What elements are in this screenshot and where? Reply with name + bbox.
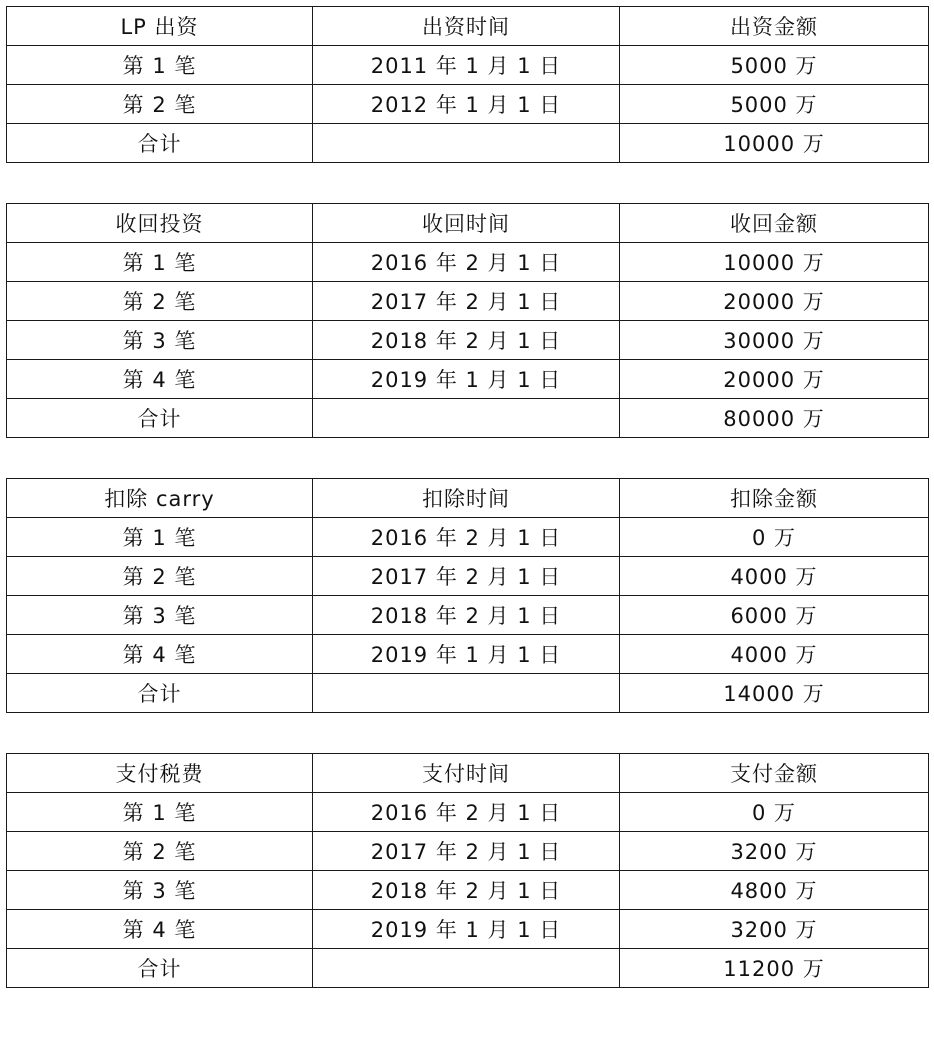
table-row — [7, 46, 929, 85]
table-cell: 合计 — [7, 399, 313, 438]
table-total-row — [7, 674, 929, 713]
table-cell: 第 4 笔 — [7, 635, 313, 674]
table-cell: 20000 万 — [620, 282, 929, 321]
table-row — [7, 557, 929, 596]
table-row — [7, 243, 929, 282]
table-total-row — [7, 949, 929, 988]
table-row — [7, 321, 929, 360]
header-cell: 收回金额 — [620, 204, 929, 243]
header-cell: 出资金额 — [620, 7, 929, 46]
table-cell: 2017 年 2 月 1 日 — [313, 832, 620, 871]
table-cell: 第 2 笔 — [7, 85, 313, 124]
table-row — [7, 282, 929, 321]
table-cell: 80000 万 — [620, 399, 929, 438]
table-cell: 2019 年 1 月 1 日 — [313, 635, 620, 674]
table-cell: 3200 万 — [620, 910, 929, 949]
table-cell: 第 3 笔 — [7, 596, 313, 635]
table-cell: 2019 年 1 月 1 日 — [313, 360, 620, 399]
table-cell: 0 万 — [620, 518, 929, 557]
table-cell: 20000 万 — [620, 360, 929, 399]
table-row — [7, 832, 929, 871]
header-cell: 扣除 carry — [7, 479, 313, 518]
table-cell: 第 4 笔 — [7, 360, 313, 399]
table-cell — [313, 674, 620, 713]
table-cell: 4000 万 — [620, 557, 929, 596]
table-cell: 2018 年 2 月 1 日 — [313, 871, 620, 910]
table-row — [7, 85, 929, 124]
table-cell: 第 2 笔 — [7, 557, 313, 596]
table-cell: 11200 万 — [620, 949, 929, 988]
tables-container — [6, 6, 928, 988]
table-cell: 合计 — [7, 124, 313, 163]
table-cell: 2017 年 2 月 1 日 — [313, 557, 620, 596]
table-cell: 第 3 笔 — [7, 871, 313, 910]
header-cell: 出资时间 — [313, 7, 620, 46]
table-row — [7, 518, 929, 557]
table-row — [7, 910, 929, 949]
table-cell: 2016 年 2 月 1 日 — [313, 793, 620, 832]
header-cell: 支付税费 — [7, 754, 313, 793]
table-cell: 2016 年 2 月 1 日 — [313, 243, 620, 282]
table-row — [7, 360, 929, 399]
table-cell: 第 1 笔 — [7, 46, 313, 85]
table-row — [7, 596, 929, 635]
table-cell: 第 1 笔 — [7, 793, 313, 832]
header-cell: 扣除金额 — [620, 479, 929, 518]
table-cell: 第 4 笔 — [7, 910, 313, 949]
table-cell — [313, 949, 620, 988]
table-cell: 10000 万 — [620, 124, 929, 163]
header-cell: 支付金额 — [620, 754, 929, 793]
table-cell: 14000 万 — [620, 674, 929, 713]
table-cell: 合计 — [7, 949, 313, 988]
table-header-row — [7, 7, 929, 46]
table-cell: 第 2 笔 — [7, 282, 313, 321]
header-cell: LP 出资 — [7, 7, 313, 46]
table-row — [7, 635, 929, 674]
table-cell: 5000 万 — [620, 46, 929, 85]
table-cell: 4000 万 — [620, 635, 929, 674]
table-cell: 2016 年 2 月 1 日 — [313, 518, 620, 557]
table-cell: 2018 年 2 月 1 日 — [313, 596, 620, 635]
table-cell: 6000 万 — [620, 596, 929, 635]
table-cell: 0 万 — [620, 793, 929, 832]
table-row — [7, 793, 929, 832]
header-cell: 扣除时间 — [313, 479, 620, 518]
table-cell: 4800 万 — [620, 871, 929, 910]
table-cell: 2017 年 2 月 1 日 — [313, 282, 620, 321]
table-cell: 3200 万 — [620, 832, 929, 871]
lp-contribution-table — [6, 6, 929, 163]
tax-payment-table — [6, 753, 929, 988]
table-total-row — [7, 399, 929, 438]
table-total-row — [7, 124, 929, 163]
table-cell: 2019 年 1 月 1 日 — [313, 910, 620, 949]
table-cell — [313, 124, 620, 163]
table-row — [7, 871, 929, 910]
table-header-row — [7, 754, 929, 793]
table-cell: 合计 — [7, 674, 313, 713]
table-cell: 30000 万 — [620, 321, 929, 360]
table-cell: 2011 年 1 月 1 日 — [313, 46, 620, 85]
table-header-row — [7, 479, 929, 518]
table-cell: 第 2 笔 — [7, 832, 313, 871]
table-cell: 第 3 笔 — [7, 321, 313, 360]
header-cell: 收回投资 — [7, 204, 313, 243]
header-cell: 支付时间 — [313, 754, 620, 793]
carry-deduction-table — [6, 478, 929, 713]
table-cell: 第 1 笔 — [7, 243, 313, 282]
table-cell: 第 1 笔 — [7, 518, 313, 557]
table-cell: 5000 万 — [620, 85, 929, 124]
header-cell: 收回时间 — [313, 204, 620, 243]
table-cell: 2018 年 2 月 1 日 — [313, 321, 620, 360]
table-cell — [313, 399, 620, 438]
table-cell: 10000 万 — [620, 243, 929, 282]
investment-return-table — [6, 203, 929, 438]
table-header-row — [7, 204, 929, 243]
table-cell: 2012 年 1 月 1 日 — [313, 85, 620, 124]
